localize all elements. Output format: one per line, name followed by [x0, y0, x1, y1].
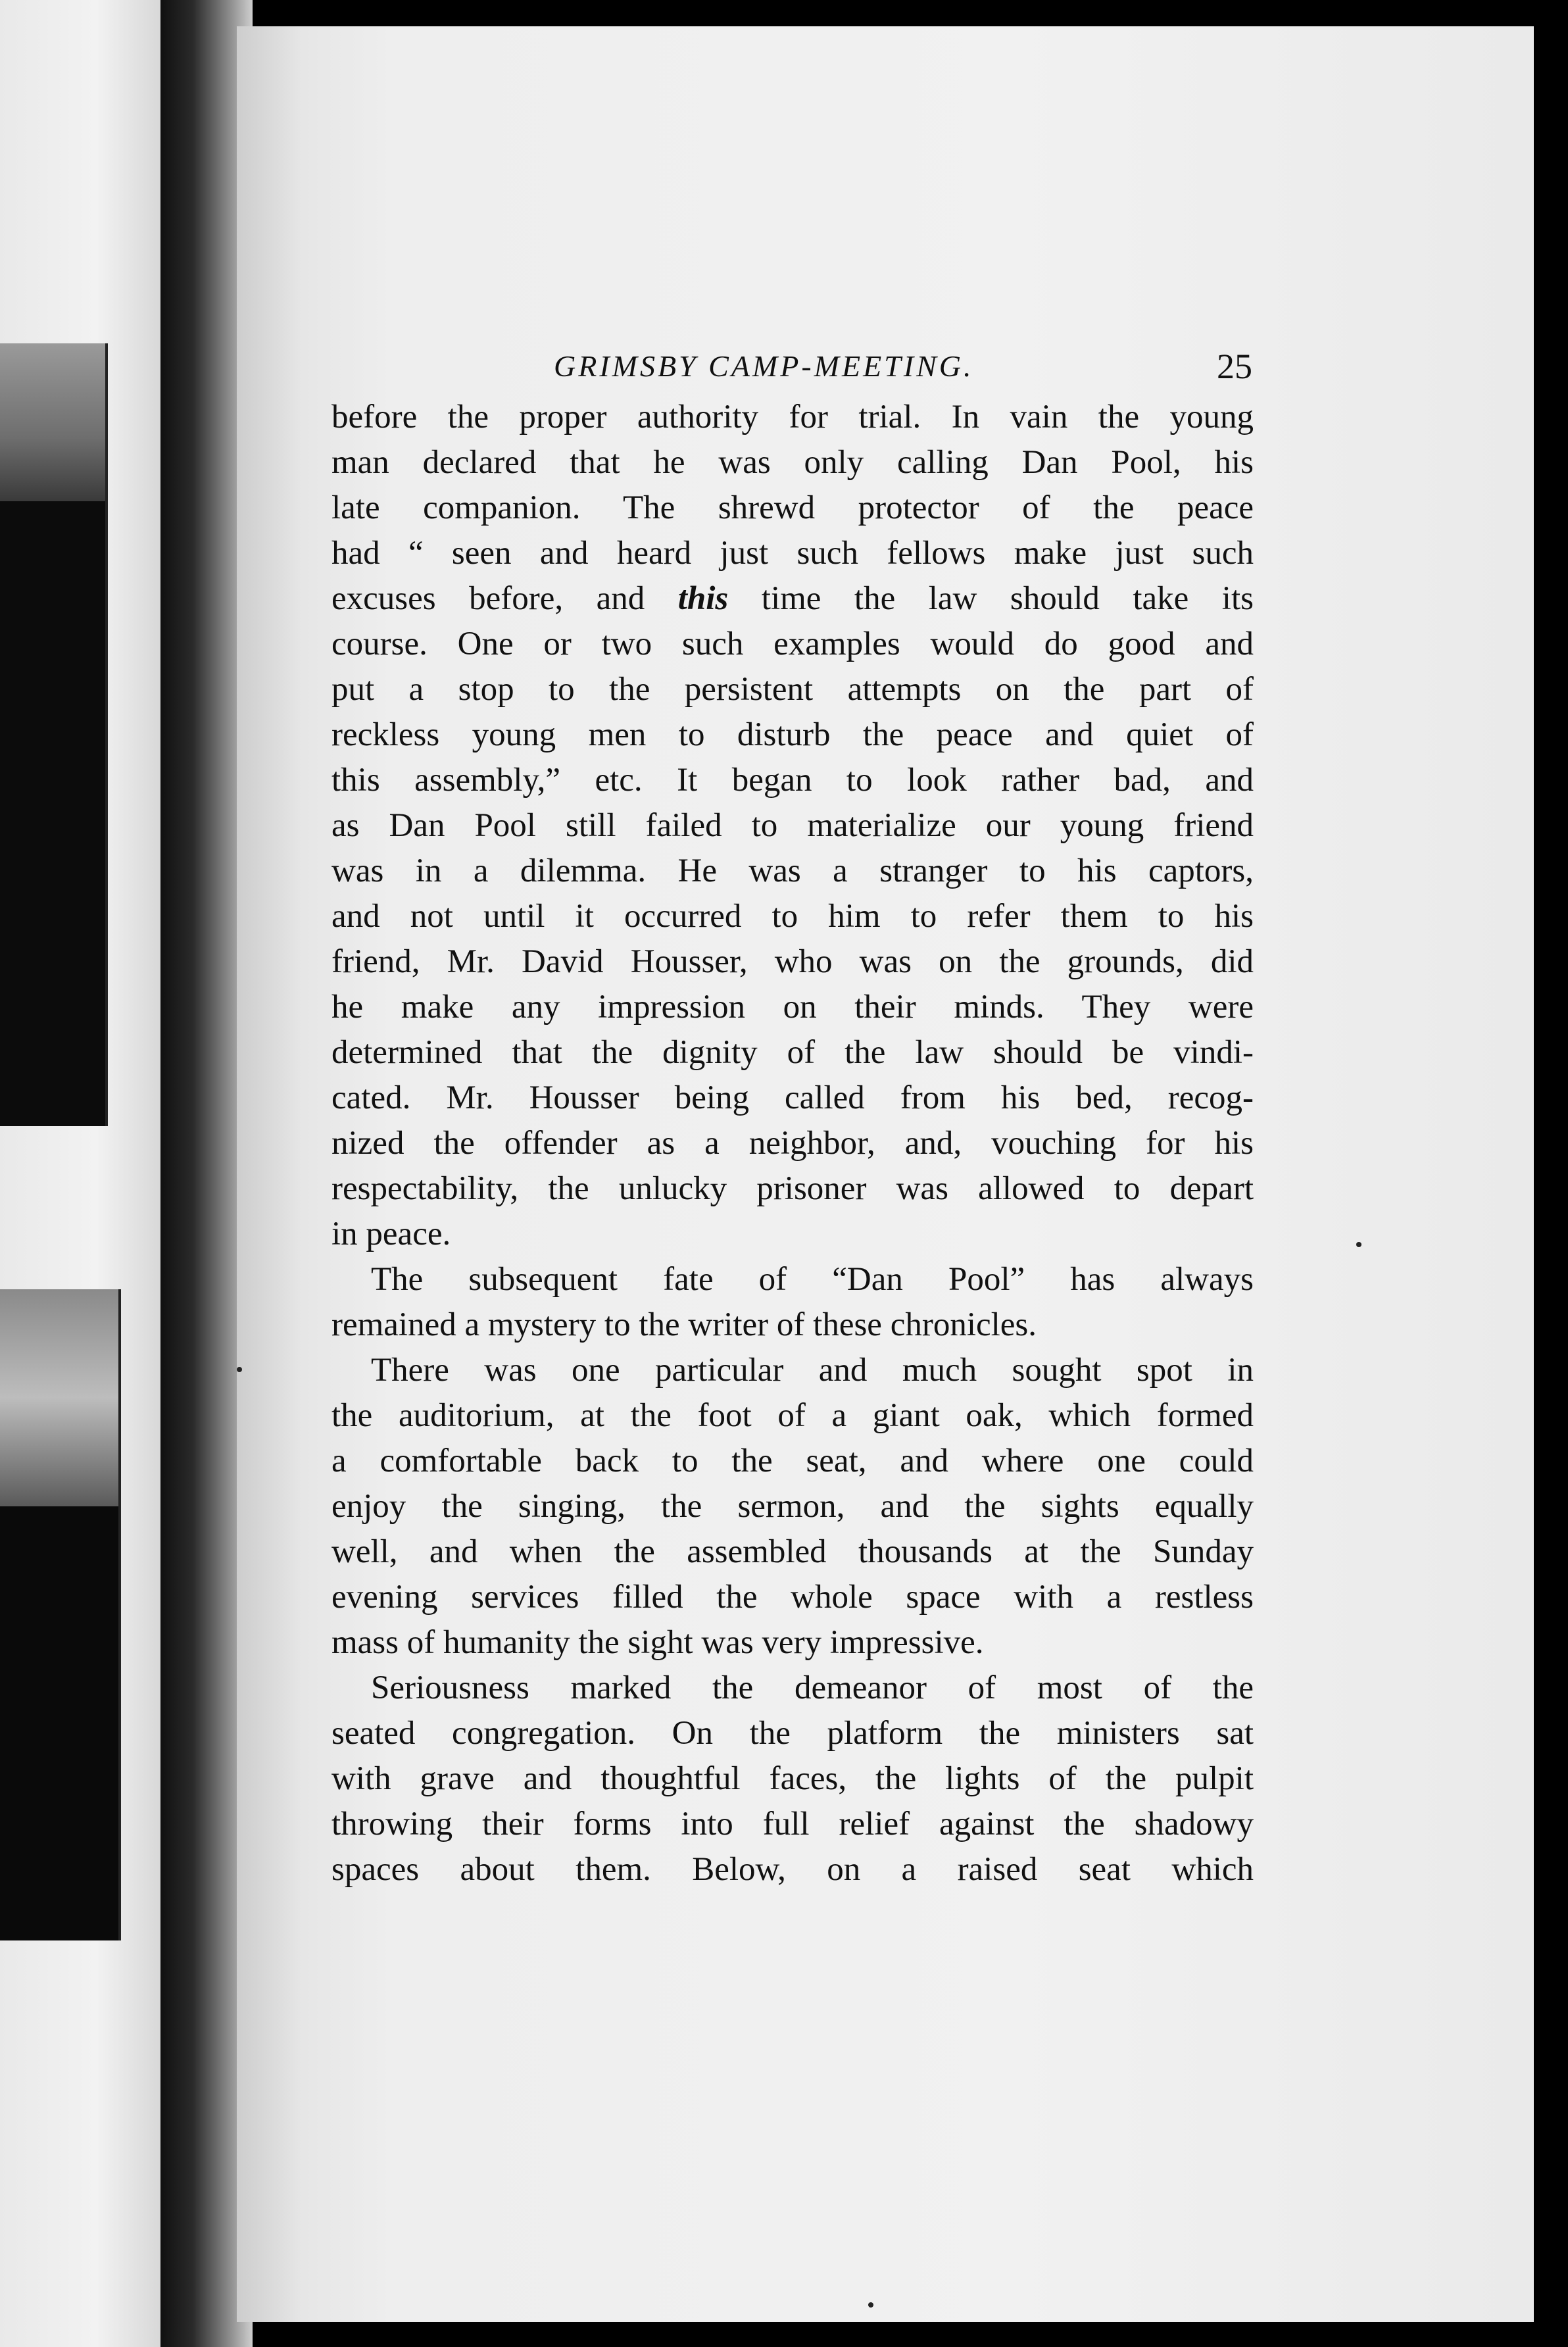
scan-speck — [1356, 1242, 1361, 1247]
scan-speck — [868, 2302, 873, 2308]
italic-emphasis: this — [677, 580, 729, 617]
text-line: was in a dilemma. He was a stranger to his captors, — [331, 852, 1254, 889]
text-line: and not until it occurred to him to refer them to his — [331, 898, 1254, 935]
text-line: The subsequent fate of “Dan Pool” has always — [371, 1261, 1254, 1298]
text-line: respectability, the unlucky prisoner was allowed to depart — [331, 1170, 1254, 1207]
facing-page-photo-top — [0, 343, 108, 1126]
text-line: mass of humanity the sight was very impressive. — [331, 1624, 984, 1661]
text-line: with grave and thoughtful faces, the lights of the pulpit — [331, 1760, 1254, 1797]
text-line: reckless young men to disturb the peace and quiet of — [331, 716, 1254, 753]
text-line: evening services filled the whole space with a restless — [331, 1579, 1254, 1616]
text-line: seated congregation. On the platform the ministers sat — [331, 1715, 1254, 1752]
text-line: late companion. The shrewd protector of the peace — [331, 489, 1254, 526]
page-number: 25 — [1217, 347, 1252, 386]
scan-speck — [237, 1367, 242, 1372]
facing-page-photo-bottom — [0, 1289, 121, 1940]
photo-sky — [0, 343, 105, 501]
text-line: he make any impression on their minds. They were — [331, 989, 1254, 1025]
text-run: excuses before, and — [331, 580, 678, 617]
text-line: spaces about them. Below, on a raised seat which — [331, 1851, 1254, 1888]
text-line: before the proper authority for trial. In vain the young — [331, 399, 1254, 435]
text-line: determined that the dignity of the law should be vindi- — [331, 1034, 1254, 1071]
text-line: remained a mystery to the writer of these chronicles. — [331, 1306, 1037, 1343]
page-text-block — [331, 342, 1254, 1892]
text-line: nized the offender as a neighbor, and, vouching for his — [331, 1125, 1254, 1162]
text-line: this assembly,” etc. It began to look rather bad, and — [331, 762, 1254, 799]
text-line: had “ seen and heard just such fellows make just such — [331, 535, 1254, 572]
text-line: There was one particular and much sought spot in — [371, 1352, 1254, 1389]
running-head-title: GRIMSBY CAMP-MEETING. — [554, 349, 974, 383]
text-run: time the law should take its — [728, 580, 1254, 617]
text-line: a comfortable back to the seat, and where one could — [331, 1443, 1254, 1479]
text-line: Seriousness marked the demeanor of most of the — [371, 1669, 1254, 1706]
body-text — [331, 395, 1254, 1892]
text-line: as Dan Pool still failed to materialize our young friend — [331, 807, 1254, 844]
text-line: in peace. — [331, 1216, 451, 1252]
text-line: course. One or two such examples would do good and — [331, 626, 1254, 662]
text-line: well, and when the assembled thousands at the Sunday — [331, 1533, 1254, 1570]
text-line: put a stop to the persistent attempts on the part of — [331, 671, 1254, 708]
text-line: throwing their forms into full relief against the shadowy — [331, 1806, 1254, 1842]
running-head — [331, 342, 1254, 395]
text-line: the auditorium, at the foot of a giant oak, which formed — [331, 1397, 1254, 1434]
text-line — [331, 576, 1254, 622]
text-line: cated. Mr. Housser being called from his bed, recog- — [331, 1079, 1254, 1116]
photo-haze — [0, 1289, 118, 1506]
text-line: enjoy the singing, the sermon, and the sights equally — [331, 1488, 1254, 1525]
text-line: friend, Mr. David Housser, who was on the grounds, did — [331, 943, 1254, 980]
text-line: man declared that he was only calling Dan Pool, his — [331, 444, 1254, 481]
